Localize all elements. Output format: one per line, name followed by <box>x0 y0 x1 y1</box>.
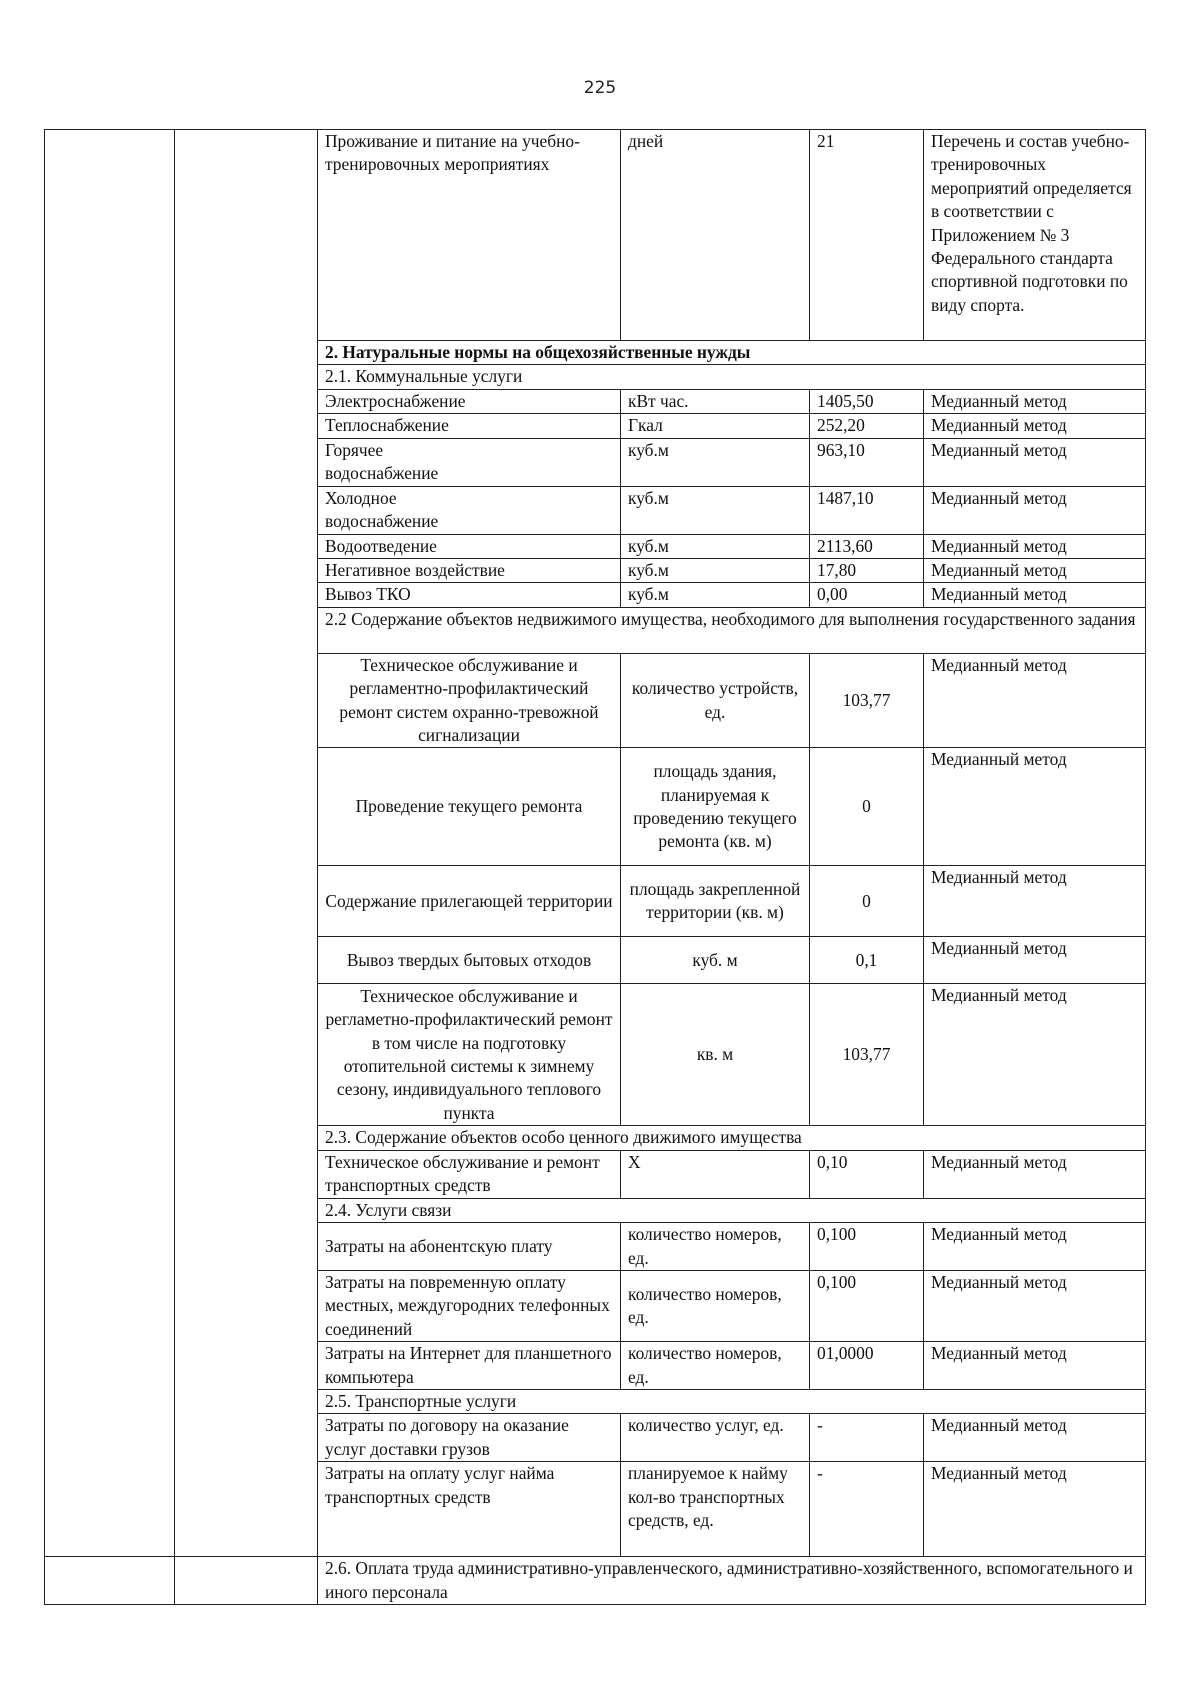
row-unit: количество номеров, ед. <box>621 1342 810 1390</box>
row-name: Техническое обслуживание и регламентно-профилактический ремонт систем охранно-тревожной сигнализации <box>318 653 621 748</box>
subsection-title: 2.4. Услуги связи <box>318 1198 1146 1222</box>
section-row <box>45 1557 1146 1605</box>
row-method: Медианный метод <box>924 414 1146 438</box>
row-method: Медианный метод <box>924 559 1146 583</box>
row-method: Медианный метод <box>924 937 1146 984</box>
row-value: 21 <box>810 130 924 341</box>
section-title: 2. Натуральные нормы на общехозяйственные нужды <box>318 341 1146 365</box>
row-method: Медианный метод <box>924 438 1146 486</box>
row-value: 0,100 <box>810 1270 924 1341</box>
row-name: Содержание прилегающей территории <box>318 866 621 937</box>
row-name: Затраты на повременную оплату местных, междугородних телефонных соединений <box>318 1270 621 1341</box>
row-name: Затраты на оплату услуг найма транспортных средств <box>318 1462 621 1557</box>
blank-column-1 <box>45 1557 175 1605</box>
row-value: 963,10 <box>810 438 924 486</box>
row-name: Проведение текущего ремонта <box>318 748 621 866</box>
row-value: 01,0000 <box>810 1342 924 1390</box>
row-method: Медианный метод <box>924 1270 1146 1341</box>
subsection-title: 2.5. Транспортные услуги <box>318 1389 1146 1413</box>
row-method: Медианный метод <box>924 583 1146 607</box>
row-name: Затраты по договору на оказание услуг доставки грузов <box>318 1414 621 1462</box>
row-unit: Гкал <box>621 414 810 438</box>
row-name: Холодное водоснабжение <box>318 486 621 534</box>
subsection-title: 2.6. Оплата труда административно-управленческого, административно-хозяйственного, вспомогательного и иного персонала <box>318 1557 1146 1605</box>
subsection-title: 2.1. Коммунальные услуги <box>318 365 1146 389</box>
row-name: Затраты на абонентскую плату <box>318 1223 621 1271</box>
row-name: Техническое обслуживание и ремонт транспортных средств <box>318 1150 621 1198</box>
row-name: Негативное воздействие <box>318 559 621 583</box>
row-name: Электроснабжение <box>318 389 621 413</box>
row-unit: куб.м <box>621 559 810 583</box>
row-value: 0,100 <box>810 1223 924 1271</box>
row-value: 103,77 <box>810 653 924 748</box>
row-unit: куб.м <box>621 583 810 607</box>
row-method: Медианный метод <box>924 866 1146 937</box>
row-name: Водоотведение <box>318 534 621 558</box>
table-row <box>45 130 1146 341</box>
row-value: 252,20 <box>810 414 924 438</box>
row-unit: кв. м <box>621 984 810 1126</box>
row-method: Перечень и состав учебно-тренировочных мероприятий определяется в соответствии с Приложением № 3 Федерального стандарта спортивной подготовки по виду спорта. <box>924 130 1146 341</box>
row-unit: куб. м <box>621 937 810 984</box>
subsection-title: 2.2 Содержание объектов недвижимого имущества, необходимого для выполнения государственного задания <box>318 607 1146 653</box>
row-unit: площадь закрепленной территории (кв. м) <box>621 866 810 937</box>
row-unit: куб.м <box>621 534 810 558</box>
row-name: Вывоз твердых бытовых отходов <box>318 937 621 984</box>
row-unit: кВт час. <box>621 389 810 413</box>
row-method: Медианный метод <box>924 984 1146 1126</box>
row-value: 0 <box>810 748 924 866</box>
row-name: Вывоз ТКО <box>318 583 621 607</box>
row-unit: куб.м <box>621 486 810 534</box>
row-unit: куб.м <box>621 438 810 486</box>
row-unit: количество устройств, ед. <box>621 653 810 748</box>
row-unit: количество услуг, ед. <box>621 1414 810 1462</box>
row-method: Медианный метод <box>924 389 1146 413</box>
row-value: 0,1 <box>810 937 924 984</box>
row-value: 0,10 <box>810 1150 924 1198</box>
row-unit: Х <box>621 1150 810 1198</box>
row-unit: количество номеров, ед. <box>621 1223 810 1271</box>
blank-column-2 <box>175 130 318 1557</box>
row-value: 2113,60 <box>810 534 924 558</box>
row-value: 1405,50 <box>810 389 924 413</box>
subsection-title: 2.3. Содержание объектов особо ценного движимого имущества <box>318 1126 1146 1150</box>
row-name: Теплоснабжение <box>318 414 621 438</box>
row-method: Медианный метод <box>924 1414 1146 1462</box>
row-unit: дней <box>621 130 810 341</box>
row-method: Медианный метод <box>924 1150 1146 1198</box>
row-unit: площадь здания, планируемая к проведению текущего ремонта (кв. м) <box>621 748 810 866</box>
blank-column-2 <box>175 1557 318 1605</box>
row-method: Медианный метод <box>924 1342 1146 1390</box>
blank-column-1 <box>45 130 175 1557</box>
row-value: 17,80 <box>810 559 924 583</box>
row-name: Горячее водоснабжение <box>318 438 621 486</box>
row-method: Медианный метод <box>924 1462 1146 1557</box>
row-value: 103,77 <box>810 984 924 1126</box>
row-name: Проживание и питание на учебно-тренировочных мероприятиях <box>318 130 621 341</box>
row-value: 1487,10 <box>810 486 924 534</box>
row-method: Медианный метод <box>924 486 1146 534</box>
page-number: 225 <box>583 78 617 98</box>
row-value: 0,00 <box>810 583 924 607</box>
row-method: Медианный метод <box>924 748 1146 866</box>
row-value: 0 <box>810 866 924 937</box>
row-value: - <box>810 1462 924 1557</box>
row-value: - <box>810 1414 924 1462</box>
row-method: Медианный метод <box>924 653 1146 748</box>
norms-table <box>44 129 1146 1605</box>
row-method: Медианный метод <box>924 1223 1146 1271</box>
row-unit: количество номеров, ед. <box>621 1270 810 1341</box>
row-name: Техническое обслуживание и регламетно-профилактический ремонт в том числе на подготовку отопительной системы к зимнему сезону, индивидуального теплового пункта <box>318 984 621 1126</box>
row-name: Затраты на Интернет для планшетного компьютера <box>318 1342 621 1390</box>
row-unit: планируемое к найму кол-во транспортных средств, ед. <box>621 1462 810 1557</box>
row-method: Медианный метод <box>924 534 1146 558</box>
